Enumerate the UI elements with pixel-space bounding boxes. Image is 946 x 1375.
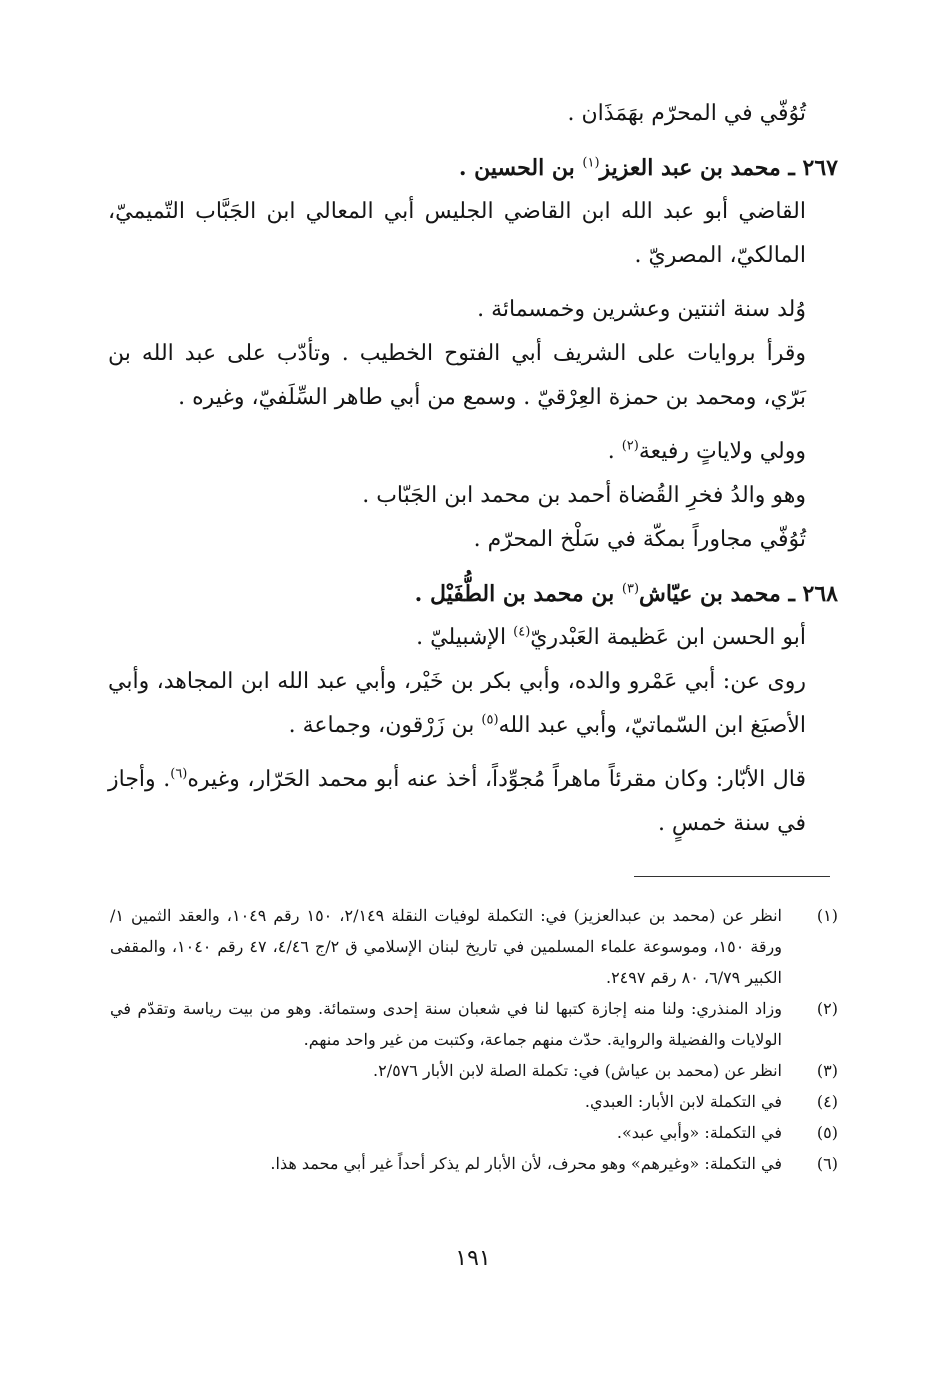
footnote-5	[110, 1117, 838, 1148]
footnote-ref-1: (١)	[582, 155, 600, 171]
paragraph-entry-267-son: وهو والدُ فخرِ القُضاة أحمد بن محمد ابن الجَبّاب .	[362, 483, 806, 508]
paragraph-entry-267-lineage: القاضي أبو عبد الله ابن القاضي الجليس أبي المعالي ابن الجَبَّاب التّميميّ، المالكيّ، المصريّ .	[108, 199, 806, 268]
footnote-ref-4: (٤)	[513, 624, 531, 640]
offices-text: وولي ولاياتٍ رفيعة	[638, 439, 806, 464]
main-text	[108, 92, 838, 846]
footnote-text: في التكملة لابن الأبار: العبدي.	[584, 1092, 782, 1111]
footnote-6	[110, 1148, 838, 1179]
footnote-number: (٦)	[816, 1154, 838, 1173]
footnote-number: (٣)	[816, 1061, 838, 1080]
footnote-number: (٤)	[816, 1092, 838, 1111]
paragraph-entry-268-abbar	[108, 758, 838, 846]
footnote-text: انظر عن (محمد بن عياش) في: تكملة الصلة لابن الأبار ٢/٥٧٦.	[373, 1061, 782, 1080]
footnote-text: في التكملة: «وأبي عبد».	[616, 1123, 782, 1142]
footnote-2	[110, 993, 838, 1055]
entry-267-name-end: بن الحسين .	[458, 155, 583, 181]
footnote-text: في التكملة: «وغيرهم» وهو محرف، لأن الأبار لم يذكر أحداً غير أبي محمد هذا.	[270, 1154, 782, 1173]
footnote-text: وزاد المنذري: ولنا منه إجازة كتبها لنا في شعبان سنة إحدى وستمائة. وهو من بيت رياسة وتقدّم في الولايات والفضيلة والرواية. حدّث منهم جماعة، وكتبت من غير واحد منهم.	[110, 999, 782, 1049]
footnotes	[110, 900, 838, 1179]
abbar-end: . وأجاز في سنة خمسٍ .	[108, 767, 806, 836]
footnote-divider	[634, 876, 830, 877]
footnote-ref-6: (٦)	[170, 766, 188, 782]
narrated-end: بن زَرْقون، وجماعة .	[288, 713, 482, 738]
paragraph-entry-267-teachers: وقرأ بروايات على الشريف أبي الفتوح الخطيب . وتأدّب على عبد الله بن بَرّي، ومحمد بن حمزة العِرْقيّ . وسمع من أبي طاهر السِّلَفيّ، وغيره .	[108, 341, 806, 410]
footnote-number: (٢)	[816, 999, 838, 1018]
footnote-1	[110, 900, 838, 993]
kunya-text: أبو الحسن ابن عَظيمة العَبْدريّ	[530, 625, 806, 650]
footnote-number: (٥)	[816, 1123, 838, 1142]
paragraph-death-note: تُوُفّي في المحرّم بهَمَذَان .	[567, 101, 806, 126]
footnote-number: (١)	[816, 906, 838, 925]
abbar-text: قال الأبّار: وكان مقرئاً ماهراً مُجوِّداً، أخذ عنه أبو محمد الحَرّار، وغيره	[187, 767, 806, 792]
footnote-text: انظر عن (محمد بن عبدالعزيز) في: التكملة لوفيات النقلة ٢/١٤٩، ١٥٠ رقم ١٠٤٩، والعقد الثمين ١/ورقة ١٥٠، وموسوعة علماء المسلمين في تاريخ لبنان الإسلامي ق ٢/ج ٤/٤٦، ٤٧ رقم ١٠٤٠، والمقفى الكبير ٦/٧٩، ٨٠ رقم ٢٤٩٧.	[110, 906, 783, 987]
paragraph-entry-268-narrated	[108, 660, 838, 748]
kunya-end: الإشبيليّ .	[416, 625, 514, 650]
paragraph-entry-267-birth: وُلد سنة اثنتين وعشرين وخمسمائة .	[477, 297, 806, 322]
footnote-ref-3: (٣)	[621, 581, 640, 597]
footnote-4	[110, 1086, 838, 1117]
paragraph-entry-267-death: تُوُفّي مجاوراً بمكّة في سَلْخ المحرّم .	[473, 527, 806, 552]
entry-267-name: ٢٦٧ ـ محمد بن عبد العزيز	[599, 155, 838, 181]
footnote-ref-5: (٥)	[481, 712, 499, 728]
entry-268-name: ٢٦٨ ـ محمد بن عيّاش	[639, 581, 838, 607]
offices-end: .	[607, 439, 622, 464]
paragraph-entry-267-offices	[108, 430, 838, 474]
footnote-3	[110, 1055, 838, 1086]
footnote-ref-2: (٢)	[621, 438, 639, 454]
narrated-text: روى عن: أبي عَمْرو والده، وأبي بكر بن خَيْر، وأبي عبد الله ابن المجاهد، وأبي الأصبَغ ابن السّماتيّ، وأبي عبد الله	[108, 669, 806, 738]
paragraph-entry-268-kunya	[108, 616, 838, 660]
entry-heading-268	[108, 572, 838, 616]
entry-268-name-end: بن محمد بن الطُّفَيْل .	[414, 581, 622, 607]
entry-heading-267	[108, 146, 838, 190]
page-number: ١٩١	[455, 1246, 491, 1271]
